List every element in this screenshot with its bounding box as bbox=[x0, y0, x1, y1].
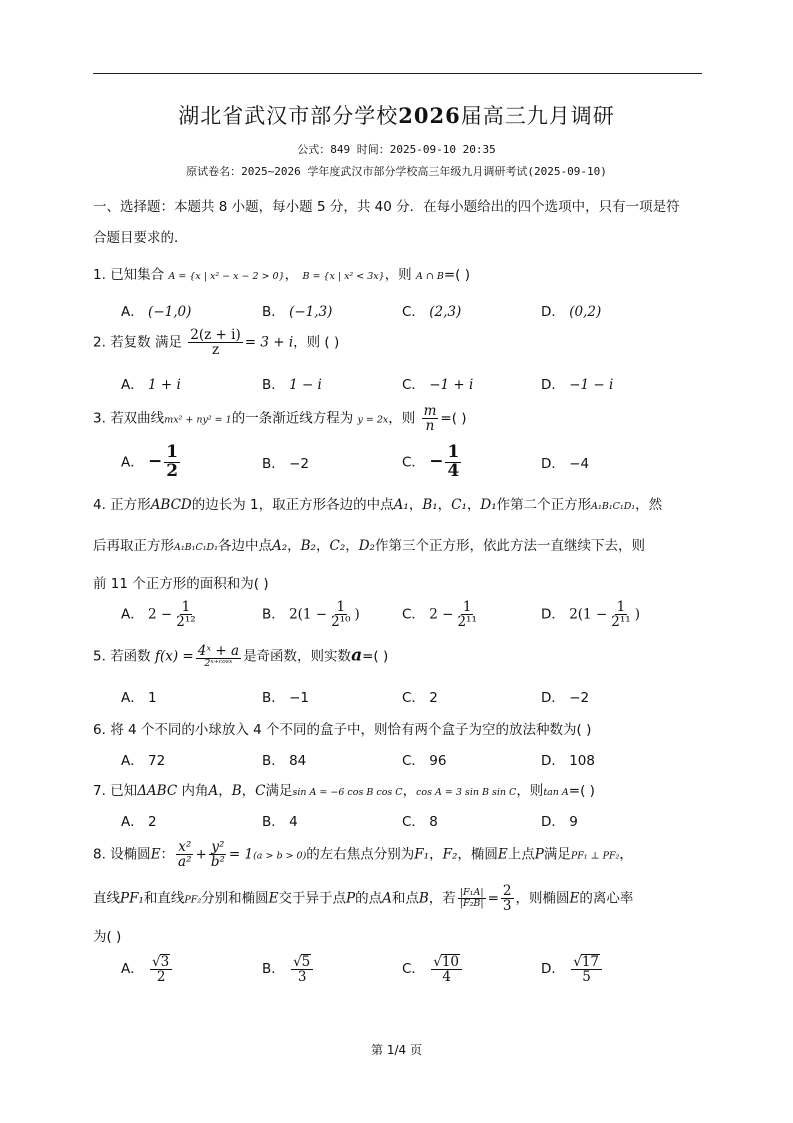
question-4-line1: 4. 正方形ABCD的边长为 1，取正方形各边的中点A₁，B₁，C₁，D₁作第二个正方形A₁B₁C₁D₁，然 bbox=[93, 497, 663, 513]
q4-option-c[interactable]: C． 2 − $\frac{1}{\text{2¹¹}}$ bbox=[402, 599, 477, 631]
q6-option-b[interactable]: B． 84 bbox=[262, 753, 307, 769]
q3-option-d[interactable]: D． −4 bbox=[541, 456, 590, 472]
q6-option-a[interactable]: A． 72 bbox=[121, 753, 166, 769]
q6-option-d[interactable]: D． 108 bbox=[541, 753, 595, 769]
question-6-stem: 6. 将 4 个不同的小球放入 4 个不同的盒子中，则恰有两个盒子为空的放法种数为( ) bbox=[93, 722, 592, 738]
q4-option-a[interactable]: A． 2 − $\frac{1}{\text{2¹²}}$ bbox=[121, 599, 196, 631]
page-footer: 第 1/4 页 bbox=[371, 1043, 422, 1057]
q7-option-b[interactable]: B． 4 bbox=[262, 814, 298, 830]
q3-option-b[interactable]: B． −2 bbox=[262, 456, 309, 472]
section-header-line1: 一、选择题：本题共 8 小题，每小题 5 分，共 40 分．在每小题给出的四个选项中，只有一项是符 bbox=[93, 199, 680, 215]
q2-option-a[interactable]: A． 1 + i bbox=[121, 377, 181, 393]
q7-option-d[interactable]: D． 9 bbox=[541, 814, 578, 830]
q5-number: 5. bbox=[93, 648, 106, 665]
question-8-line2: 直线PF₁和直线PF₂分别和椭圆E交于异于点P的点A和点B，若 $\frac{\text{|F₁A|}}{\text{|F₂B|}}$ = $\frac{2}{3}$ ，则椭圆E的离心率 bbox=[93, 883, 634, 915]
q3-option-c[interactable]: C． − $\frac{1}{4}$ bbox=[402, 442, 460, 481]
q2-fraction: $\frac{2(z + i)}{z}$ bbox=[190, 327, 241, 359]
q1-set-a: A = {x | x² − x − 2 > 0} bbox=[168, 271, 285, 282]
question-4-line2: 后再取正方形A₁B₁C₁D₁各边中点A₂，B₂，C₂，D₂作第三个正方形，依此方法一直继续下去，则 bbox=[93, 538, 645, 554]
q2-number: 2. bbox=[93, 334, 106, 351]
question-3-stem: 3. 若双曲线mx² + ny² = 1的一条渐近线方程为 y = 2x，则 $\frac{m}{n}$ =( ) bbox=[93, 403, 467, 435]
title-prefix: 湖北省武汉市部分学校 bbox=[178, 104, 399, 128]
q5-option-c[interactable]: C． 2 bbox=[402, 690, 438, 706]
q5-option-b[interactable]: B． −1 bbox=[262, 690, 309, 706]
q3-option-a[interactable]: A． − $\frac{1}{2}$ bbox=[121, 442, 179, 481]
q6-number: 6. bbox=[93, 722, 106, 738]
q1-option-d[interactable]: D． (0,2) bbox=[541, 304, 602, 320]
q3-number: 3. bbox=[93, 410, 106, 427]
question-2-stem: 2. 若复数 满足 $\frac{2(z + i)}{z}$ = 3 + i，则 ( ) bbox=[93, 327, 340, 359]
question-8-line3: 为( ) bbox=[93, 929, 122, 945]
q1-set-b: B = {x | x² < 3x} bbox=[302, 271, 385, 282]
question-5-stem: 5. 若函数 f(x) = $\frac{\text{4ˣ + a}}{\text{2ˣ⁺ᶜᵒˢˣ}}$ 是奇函数，则实数a=( ) bbox=[93, 643, 389, 670]
question-1-stem: 1. 已知集合 A = {x | x² − x − 2 > 0}， B = {x | x² < 3x}，则 A ∩ B=( ) bbox=[93, 267, 470, 283]
q5-option-a[interactable]: A． 1 bbox=[121, 690, 157, 706]
question-8-line1: 8. 设椭圆E： $\frac{\text{x²}}{\text{a²}}$ + $\frac{\text{y²}}{\text{b²}}$ = 1(a > b > 0)的左右焦点分别为F₁，F₂，椭圆E上点P满足PF₁ ⊥ PF₂， bbox=[93, 839, 633, 871]
q1-option-c[interactable]: C． (2,3) bbox=[402, 304, 462, 320]
q8-option-c[interactable]: C． $\frac{√10}{4}$ bbox=[402, 954, 464, 984]
header-rule bbox=[93, 73, 702, 74]
q7-option-c[interactable]: C． 8 bbox=[402, 814, 438, 830]
q3-fraction: $\frac{m}{n}$ bbox=[423, 403, 437, 435]
title-year: 2026 bbox=[398, 103, 461, 128]
q8-option-b[interactable]: B． $\frac{√5}{3}$ bbox=[262, 954, 315, 984]
question-4-line3: 前 11 个正方形的面积和为( ) bbox=[93, 576, 269, 592]
q2-option-b[interactable]: B． 1 − i bbox=[262, 377, 322, 393]
q2-option-d[interactable]: D． −1 − i bbox=[541, 377, 614, 393]
q8-option-d[interactable]: D． $\frac{√17}{5}$ bbox=[541, 954, 604, 984]
q1-number: 1. bbox=[93, 267, 106, 283]
q8-option-a[interactable]: A． $\frac{√3}{2}$ bbox=[121, 954, 174, 984]
title-suffix: 届高三九月调研 bbox=[460, 104, 615, 128]
q4-option-b[interactable]: B． 2(1 − $\frac{1}{\text{2¹⁰}}$ ) bbox=[262, 599, 360, 631]
q8-number: 8. bbox=[93, 846, 106, 863]
q1-option-b[interactable]: B． (−1,3) bbox=[262, 304, 333, 320]
meta-line-2: 原试卷名：2025~2026 学年度武汉市部分学校高三年级九月调研考试(2025-09-10) bbox=[186, 165, 607, 178]
q7-number: 7. bbox=[93, 783, 106, 799]
meta-line-1: 公式：849 时间：2025-09-10 20:35 bbox=[297, 143, 496, 156]
q7-option-a[interactable]: A． 2 bbox=[121, 814, 157, 830]
q5-option-d[interactable]: D． −2 bbox=[541, 690, 590, 706]
q6-option-c[interactable]: C． 96 bbox=[402, 753, 447, 769]
q1-option-a[interactable]: A． (−1,0) bbox=[121, 304, 192, 320]
page-title bbox=[0, 100, 793, 130]
q4-number: 4. bbox=[93, 497, 106, 513]
q4-option-d[interactable]: D． 2(1 − $\frac{1}{\text{2¹¹}}$ ) bbox=[541, 599, 640, 631]
q2-option-c[interactable]: C． −1 + i bbox=[402, 377, 474, 393]
question-7-stem: 7. 已知ΔABC 内角A，B，C满足sin A = −6 cos B cos C，cos A = 3 sin B sin C，则tan A=( ) bbox=[93, 783, 595, 799]
section-header-line2: 合题目要求的． bbox=[93, 230, 188, 246]
